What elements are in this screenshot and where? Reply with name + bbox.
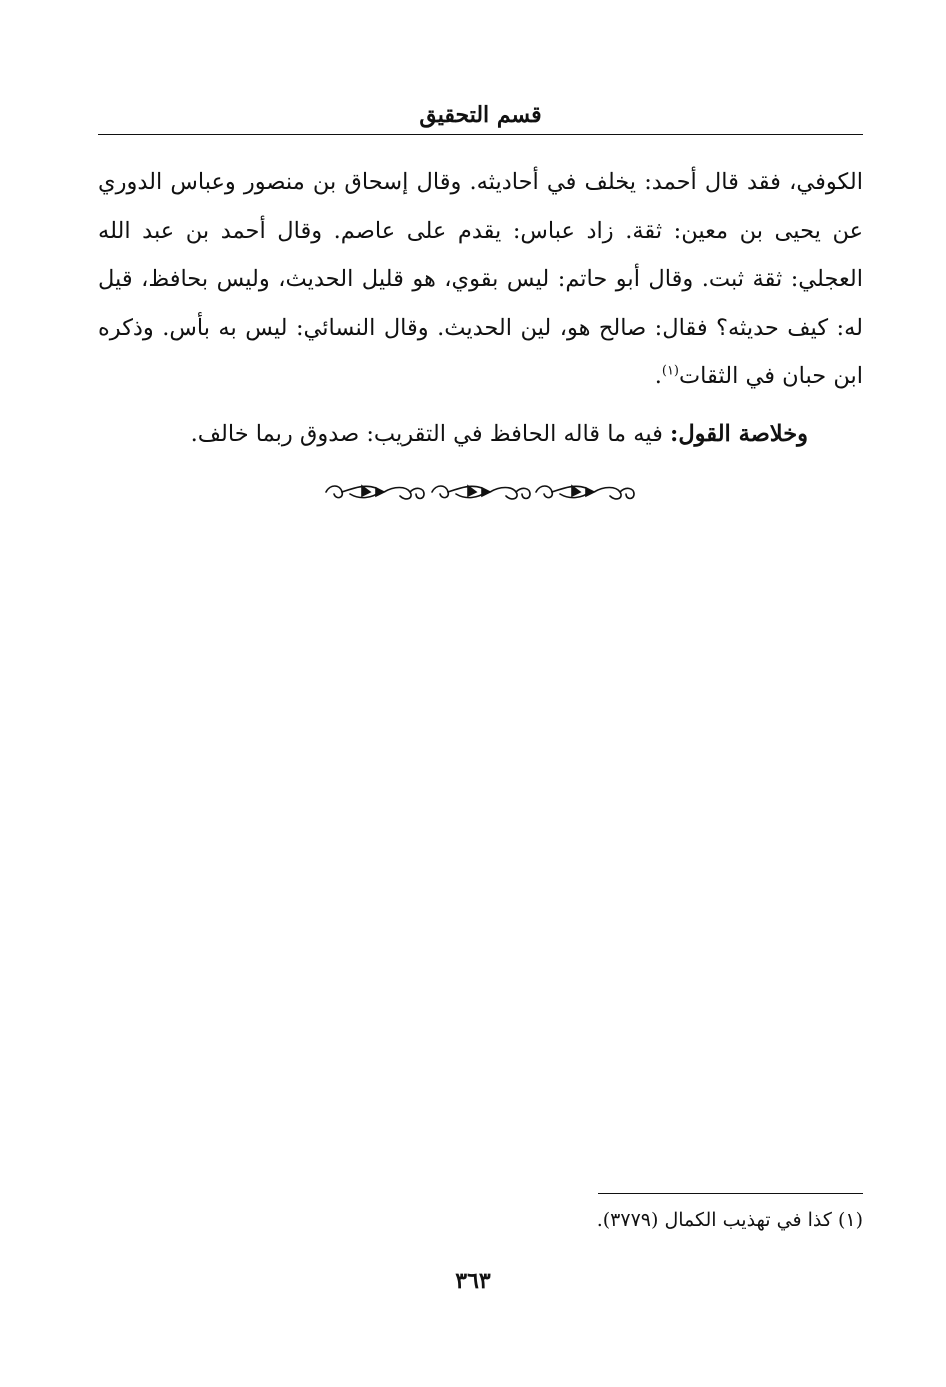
footnote-item [500, 1205, 863, 1235]
header-rule [98, 134, 863, 135]
ornament-motif [326, 486, 424, 499]
conclusion-text: فيه ما قاله الحافظ في التقريب: صدوق ربما خالف. [190, 421, 671, 447]
main-paragraph-end: . [654, 363, 662, 389]
page-number: ٣٦٣ [455, 1268, 491, 1294]
conclusion-label: وخلاصة القول: [670, 421, 808, 447]
ornament-motif [432, 486, 530, 499]
footnote-marker[interactable]: (١) [837, 1209, 863, 1231]
ornament-motif [536, 486, 634, 499]
main-paragraph [98, 158, 863, 401]
main-paragraph-text: الكوفي، فقد قال أحمد: يخلف في أحاديثه. وقال إسحاق بن منصور وعباس الدوري عن يحيى بن معين: ثقة. زاد عباس: يقدم على عاصم. وقال أحمد بن عبد الله العجلي: ثقة ثبت. وقال أبو حاتم: ليس بقوي، هو قليل الحديث، وليس بحافظ، قيل له: كيف حديثه؟ فقال: صالح هو، لين الحديث. وقال النسائي: ليس به بأس. وذكره ابن حبان في الثقات [98, 169, 863, 389]
footnote-text: كذا في تهذيب الكمال (٣٧٧٩). [596, 1209, 832, 1231]
conclusion-paragraph [98, 410, 808, 458]
footnote-rule [598, 1193, 863, 1194]
footnote-reference[interactable]: (١) [661, 363, 679, 379]
floral-divider-icon [320, 474, 636, 510]
running-header: قسم التحقيق [419, 102, 542, 128]
